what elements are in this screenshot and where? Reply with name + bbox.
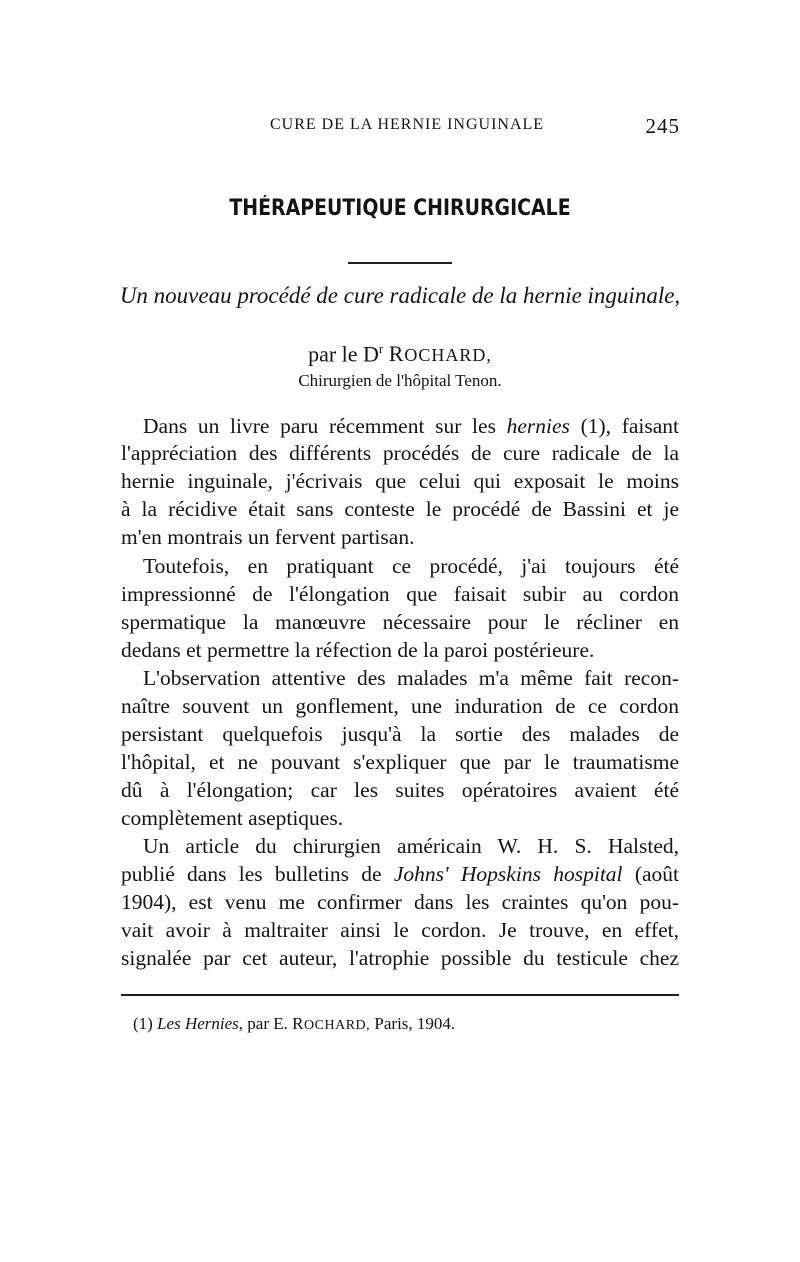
footnote: (1) Les Hernies, par E. ROCHARD, Paris, 1904. [133,1014,456,1033]
footnote-author: ROCHARD, [292,1014,371,1033]
paragraph-line: à la récidive était sans conteste le procédé de Bassini et je [121,497,679,521]
paragraph-line: impressionné de l'élongation que faisait subir au cordon [121,582,679,606]
italic-term: hernies [506,414,570,438]
paragraph-line: 1904), est venu me confirmer dans les craintes qu'on pou- [121,890,679,914]
running-head-title: CURE DE LA HERNIE INGUINALE [270,116,545,133]
author-affiliation: Chirurgien de l'hôpital Tenon. [298,371,502,390]
byline-prefix: par le D [308,341,379,367]
paragraph-line: naître souvent un gonflement, une induration de ce cordon [121,694,679,718]
paragraph-line: L'observation attentive des malades m'a même fait recon- [143,666,679,690]
byline-superscript: r [378,341,384,356]
paragraph-line: l'appréciation des différents procédés de cure radicale de la [121,441,679,465]
paragraph-line: dû à l'élongation; car les suites opératoires avaient été [121,778,679,802]
footnote-divider [121,994,679,996]
byline [0,341,800,367]
paragraph-line: Toutefois, en pratiquant ce procédé, j'ai toujours été [143,554,679,578]
section-title: THÉRAPEUTIQUE CHIRURGICALE [229,196,571,221]
article-title: Un nouveau procédé de cure radicale de la hernie inguinale, [119,283,681,308]
author-name: ROCHARD, [388,341,492,367]
paragraph-line: spermatique la manœuvre nécessaire pour le récliner en [121,610,679,634]
paragraph-line: publié dans les bulletins de Johns' Hopskins hospital (août [121,862,680,886]
title-divider [348,262,452,264]
paragraph-line: signalée par cet auteur, l'atrophie possible du testicule chez [121,946,679,970]
paragraph-line: hernie inguinale, j'écrivais que celui qui exposait le moins [121,469,679,493]
paragraph-line: complètement aseptiques. [121,806,344,830]
footnote-marker: (1) [133,1014,153,1033]
running-head [120,116,680,140]
italic-term: Johns' Hopskins hospital [393,862,623,886]
paragraph-line: Dans un livre paru récemment sur les hernies (1), faisant [143,414,680,438]
paragraph-line: Un article du chirurgien américain W. H. S. Halsted, [143,834,679,858]
page-number: 245 [645,114,680,138]
footnote-title: Les Hernies, [157,1014,244,1033]
paragraph-line: l'hôpital, et ne pouvant s'expliquer que par le traumatisme [121,750,679,774]
paragraph-line: m'en montrais un fervent partisan. [121,525,415,549]
paragraph-line: vait avoir à maltraiter ainsi le cordon. Je trouve, en effet, [121,918,679,942]
paragraph-line: dedans et permettre la réfection de la paroi postérieure. [121,638,595,662]
paragraph-line: persistant quelquefois jusqu'à la sortie des malades de [121,722,679,746]
